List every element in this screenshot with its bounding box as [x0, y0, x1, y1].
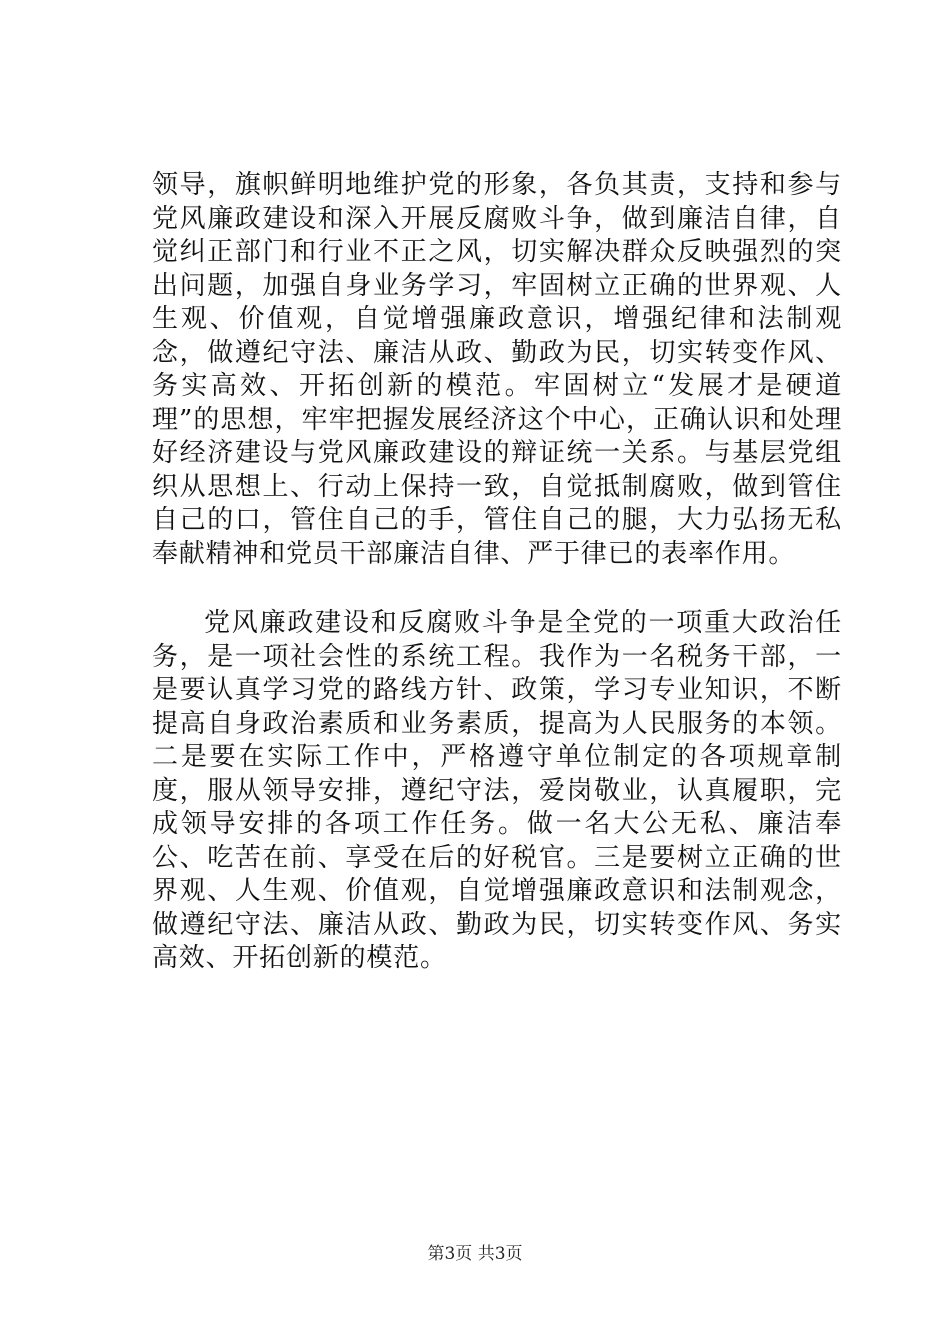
paragraph-1: 领导，旗帜鲜明地维护党的形象，各负其责，支持和参与党风廉政建设和深入开展反腐败斗争，做到廉洁自律，自觉纠正部门和行业不正之风，切实解决群众反映强烈的突出问题，加强自身业务学习，牢固树立正确的世界观、人生观、价值观，自觉增强廉政意识，增强纪律和法制观念，做遵纪守法、廉洁从政、勤政为民，切实转变作风、务实高效、开拓创新的模范。牢固树立“发展才是硬道理”的思想，牢牢把握发展经济这个中心，正确认识和处理好经济建设与党风廉政建设的辩证统一关系。与基层党组织从思想上、行动上保持一致，自觉抵制腐败，做到管住自己的口，管住自己的手，管住自己的腿，大力弘扬无私奉献精神和党员干部廉洁自律、严于律已的表率作用。 [152, 170, 842, 569]
page-indicator: 第3页 共3页 [427, 1244, 523, 1264]
page-footer [0, 1243, 950, 1265]
document-body [152, 169, 842, 976]
paragraph-2: 党风廉政建设和反腐败斗争是全党的一项重大政治任务，是一项社会性的系统工程。我作为一名税务干部，一是要认真学习党的路线方针、政策，学习专业知识，不断提高自身政治素质和业务素质，提高为人民服务的本领。二是要在实际工作中，严格遵守单位制定的各项规章制度，服从领导安排，遵纪守法，爱岗敬业，认真履职，完成领导安排的各项工作任务。做一名大公无私、廉洁奉公、吃苦在前、享受在后的好税官。三是要树立正确的世界观、人生观、价值观，自觉增强廉政意识和法制观念，做遵纪守法、廉洁从政、勤政为民，切实转变作风、务实高效、开拓创新的模范。 [152, 608, 842, 973]
